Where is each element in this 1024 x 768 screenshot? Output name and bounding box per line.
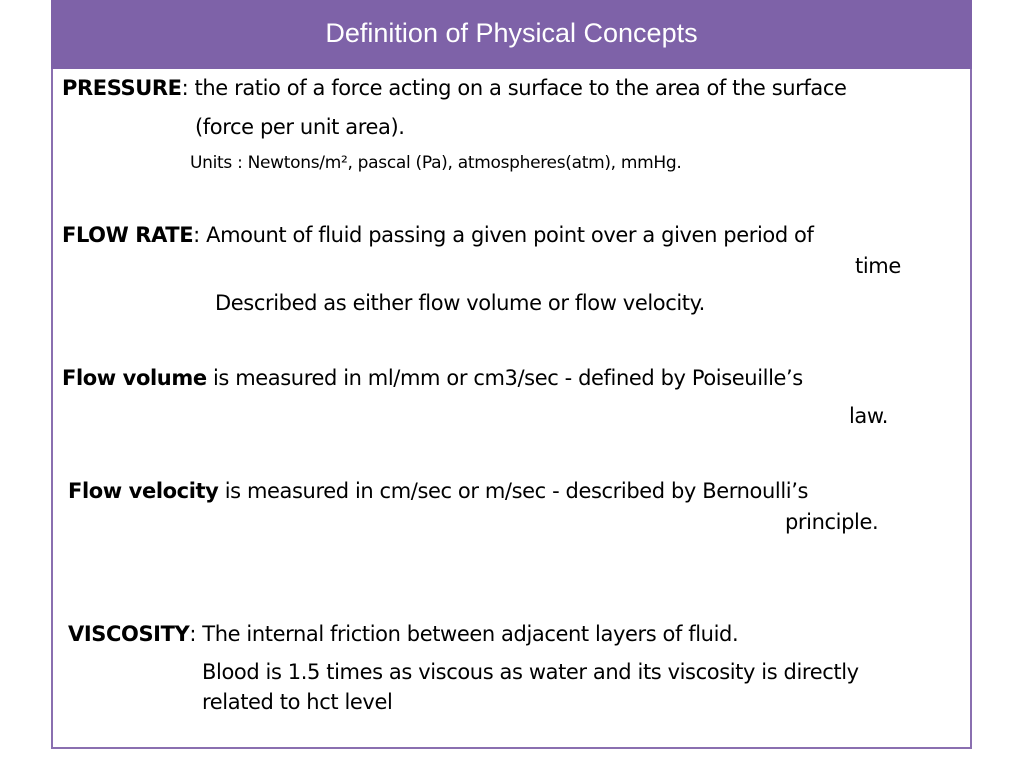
viscosity-note-line2: related to hct level xyxy=(202,690,393,714)
pressure-definition-cont: (force per unit area). xyxy=(195,115,405,139)
flow-rate-definition: : Amount of fluid passing a given point over a given period of xyxy=(193,223,814,247)
viscosity-definition: : The internal friction between adjacent layers of fluid. xyxy=(189,622,739,646)
flow-velocity-line xyxy=(68,479,808,503)
flow-volume-term: Flow volume xyxy=(62,366,207,390)
viscosity-line xyxy=(68,622,738,646)
pressure-term: PRESSURE xyxy=(62,76,182,100)
flow-rate-description: Described as either flow volume or flow velocity. xyxy=(215,291,705,315)
pressure-line xyxy=(62,76,847,100)
viscosity-note-line1: Blood is 1.5 times as viscous as water and its viscosity is directly xyxy=(202,660,859,684)
slide-title: Definition of Physical Concepts xyxy=(325,18,698,48)
flow-volume-definition-cont: law. xyxy=(849,404,889,428)
viscosity-term: VISCOSITY xyxy=(68,622,190,646)
flow-volume-line xyxy=(62,366,803,390)
flow-rate-term: FLOW RATE xyxy=(62,223,194,247)
flow-velocity-term: Flow velocity xyxy=(68,479,219,503)
flow-volume-definition: is measured in ml/mm or cm3/sec - defined by Poiseuille’s xyxy=(206,366,803,390)
flow-rate-definition-cont: time xyxy=(855,254,901,278)
flow-velocity-definition: is measured in cm/sec or m/sec - described by Bernoulli’s xyxy=(218,479,809,503)
flow-rate-line xyxy=(62,223,813,247)
pressure-units: Units : Newtons/m², pascal (Pa), atmospheres(atm), mmHg. xyxy=(190,153,682,173)
flow-velocity-definition-cont: principle. xyxy=(785,510,879,534)
pressure-definition: : the ratio of a force acting on a surface to the area of the surface xyxy=(181,76,847,100)
